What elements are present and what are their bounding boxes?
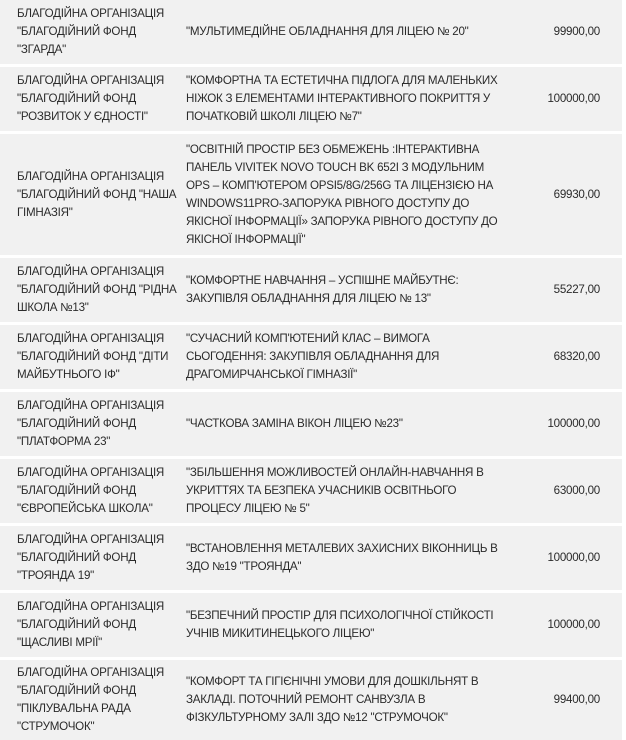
amount-cell: 68320,00 <box>553 350 600 363</box>
organization-cell: БЛАГОДІЙНА ОРГАНІЗАЦІЯ "БЛАГОДІЙНИЙ ФОНД "ТРОЯНДА 19" <box>17 533 165 582</box>
table-row <box>0 134 622 255</box>
amount-cell: 99400,00 <box>553 693 600 706</box>
amount-cell: 63000,00 <box>553 484 600 497</box>
project-cell: "ЧАСТКОВА ЗАМІНА ВІКОН ЛІЦЕЮ №23" <box>186 417 403 430</box>
project-cell: "КОМФОРТ ТА ГІГІЄНІЧНІ УМОВИ ДЛЯ ДОШКІЛЬНЯТ В ЗАКЛАДІ. ПОТОЧНИЙ РЕМОНТ САНВУЗЛА В ФІЗКУЛЬТУРНОМУ ЗАЛІ ЗДО №12 "СТРУМОЧОК" <box>186 675 479 724</box>
project-cell: "ОСВІТНІЙ ПРОСТІР БЕЗ ОБМЕЖЕНЬ :ІНТЕРАКТИВНА ПАНЕЛЬ VIVITEK NOVO TOUCH BK 652I З МОДУЛЬНИМ OPS – КОМП'ЮТЕРОМ OPSI5/8G/256G ТА ЛІЦЕНЗІЄЮ НА WINDOWS11PRO-ЗАПОРУКА РІВНОГО ДОСТУПУ ДО ЯКІСНОЇ ІНФОРМАЦІЇ» ЗАПОРУКА РІВНОГО ДОСТУПУ ДО ЯКІСНОЇ ІНФОРМАЦІЇ" <box>186 142 498 246</box>
amount-cell: 55227,00 <box>553 283 600 296</box>
table-row <box>0 392 622 456</box>
organization-cell: БЛАГОДІЙНА ОРГАНІЗАЦІЯ "БЛАГОДІЙНИЙ ФОНД "ДІТИ МАЙБУТНЬОГО ІФ" <box>17 332 169 381</box>
amount-cell: 100000,00 <box>547 92 600 105</box>
table-row <box>0 0 622 64</box>
project-cell: "МУЛЬТИМЕДІЙНЕ ОБЛАДНАННЯ ДЛЯ ЛІЦЕЮ № 20" <box>186 25 469 38</box>
amount-cell: 99900,00 <box>553 25 600 38</box>
amount-cell: 100000,00 <box>547 551 600 564</box>
organization-cell: БЛАГОДІЙНА ОРГАНІЗАЦІЯ "БЛАГОДІЙНИЙ ФОНД "ЄВРОПЕЙСЬКА ШКОЛА" <box>17 466 165 515</box>
organization-cell: БЛАГОДІЙНА ОРГАНІЗАЦІЯ "БЛАГОДІЙНИЙ ФОНД "НАША ГІМНАЗІЯ" <box>17 169 177 219</box>
amount-cell: 69930,00 <box>553 187 600 201</box>
project-cell: "КОМФОРТНА ТА ЕСТЕТИЧНА ПІДЛОГА ДЛЯ МАЛЕНЬКИХ НІЖОК З ЕЛЕМЕНТАМИ ІНТЕРАКТИВНОГО ПОКРИТТЯ У ПОЧАТКОВІЙ ШКОЛІ ЛІЦЕЮ №7" <box>186 74 498 123</box>
organization-cell: БЛАГОДІЙНА ОРГАНІЗАЦІЯ "БЛАГОДІЙНИЙ ФОНД "ЩАСЛИВІ МРІЇ" <box>17 600 165 649</box>
project-cell: "СУЧАСНИЙ КОМП'ЮТЕНИЙ КЛАС – ВИМОГА СЬОГОДЕННЯ: ЗАКУПІВЛЯ ОБЛАДНАННЯ ДЛЯ ДРАГОМИРЧАНСЬКОЇ ГІМНАЗІЇ" <box>186 332 440 381</box>
table-row <box>0 526 622 590</box>
table-row <box>0 459 622 523</box>
table-row <box>0 67 622 131</box>
table-row <box>0 593 622 657</box>
amount-cell: 100000,00 <box>547 618 600 631</box>
organization-cell: БЛАГОДІЙНА ОРГАНІЗАЦІЯ "БЛАГОДІЙНИЙ ФОНД "РІДНА ШКОЛА №13" <box>17 265 177 314</box>
project-cell: "КОМФОРТНЕ НАВЧАННЯ – УСПІШНЕ МАЙБУТНЄ: ЗАКУПІВЛЯ ОБЛАДНАННЯ ДЛЯ ЛІЦЕЮ № 13" <box>186 274 459 305</box>
table-row <box>0 258 622 322</box>
organization-cell: БЛАГОДІЙНА ОРГАНІЗАЦІЯ "БЛАГОДІЙНИЙ ФОНД "ПЛАТФОРМА 23" <box>17 399 165 448</box>
organization-cell: БЛАГОДІЙНА ОРГАНІЗАЦІЯ "БЛАГОДІЙНИЙ ФОНД "ПІКЛУВАЛЬНА РАДА "СТРУМОЧОК" <box>17 666 165 733</box>
organization-cell: БЛАГОДІЙНА ОРГАНІЗАЦІЯ "БЛАГОДІЙНИЙ ФОНД "РОЗВИТОК У ЄДНОСТІ" <box>17 74 165 123</box>
table-row <box>0 325 622 389</box>
organization-cell: БЛАГОДІЙНА ОРГАНІЗАЦІЯ "БЛАГОДІЙНИЙ ФОНД "ЗГАРДА" <box>17 7 165 56</box>
project-cell: "ВСТАНОВЛЕННЯ МЕТАЛЕВИХ ЗАХИСНИХ ВІКОННИЦЬ В ЗДО №19 "ТРОЯНДА" <box>186 542 498 573</box>
project-cell: "ЗБІЛЬШЕННЯ МОЖЛИВОСТЕЙ ОНЛАЙН-НАВЧАННЯ В УКРИТТЯХ ТА БЕЗПЕКА УЧАСНИКІВ ОСВІТНЬОГО ПРОЦЕСУ ЛІЦЕЮ № 5" <box>186 466 484 515</box>
table-row <box>0 660 622 740</box>
project-cell: "БЕЗПЕЧНИЙ ПРОСТІР ДЛЯ ПСИХОЛОГІЧНОЇ СТІЙКОСТІ УЧНІВ МИКИТИНЕЦЬКОГО ЛІЦЕЮ" <box>186 609 494 640</box>
amount-cell: 100000,00 <box>547 417 600 430</box>
